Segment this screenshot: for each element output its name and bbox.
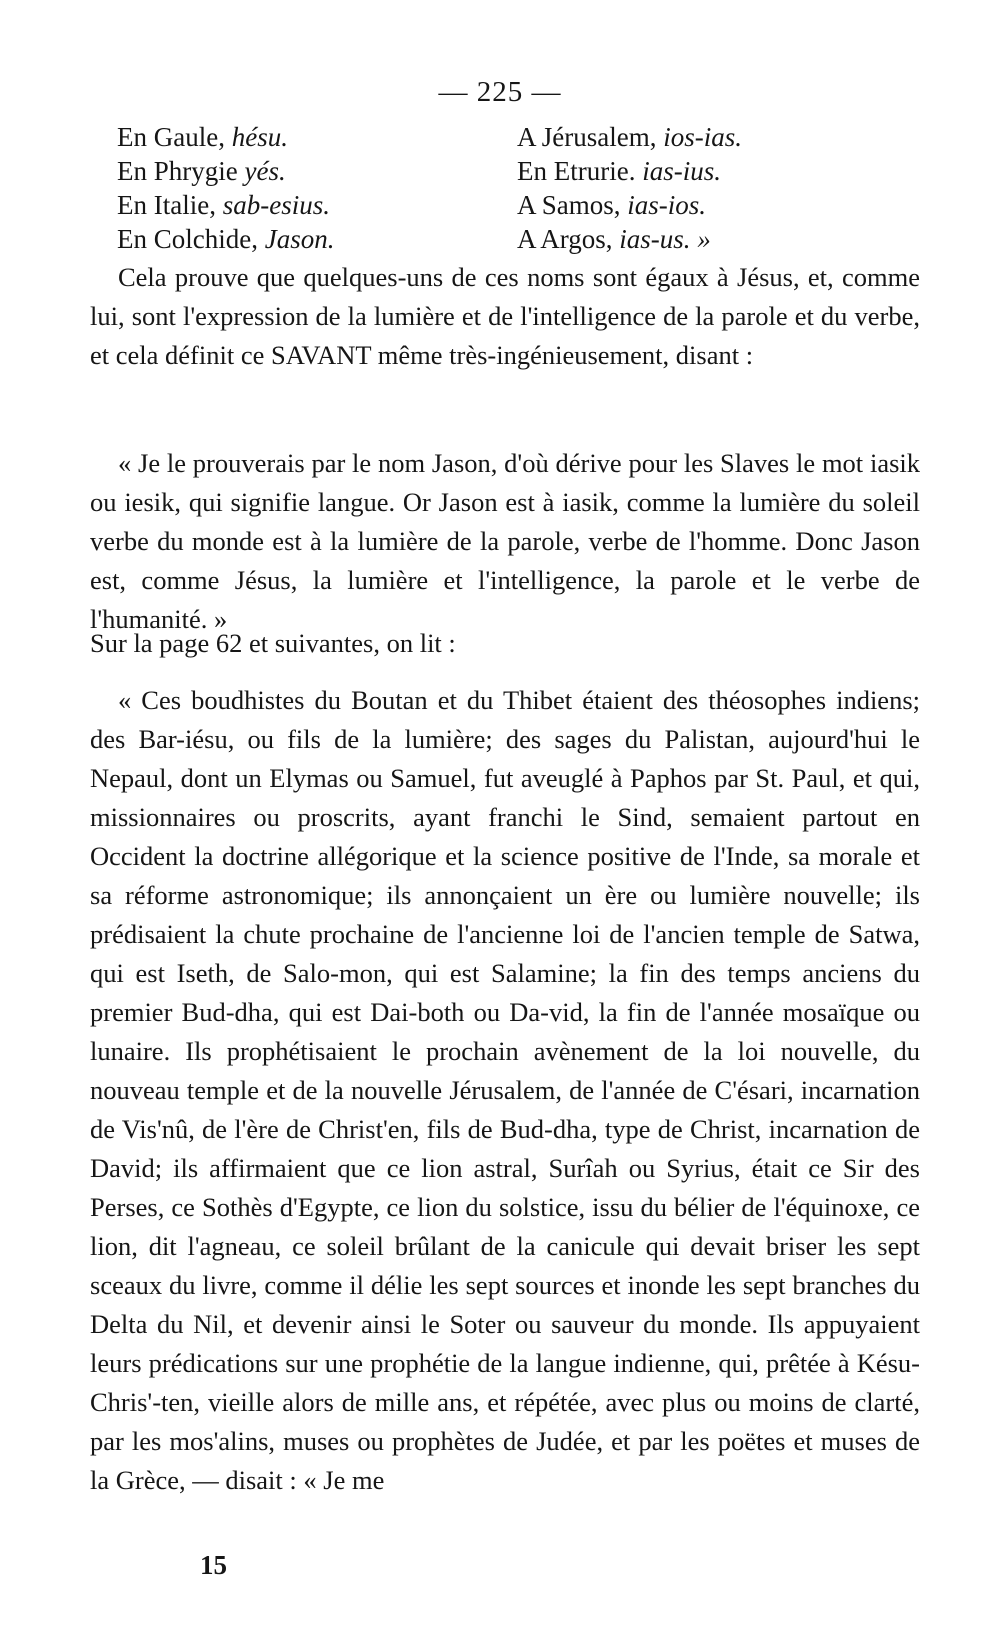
glossary-entry-left: En Gaule, hésu. <box>117 122 288 152</box>
page-number: — 225 — <box>438 76 562 108</box>
glossary-row <box>117 188 797 222</box>
paragraph-names-meaning: Cela prouve que quelques-uns de ces noms sont égaux à Jésus, et, comme lui, sont l'expression de la lumière et de l'intelligence de la parole et du verbe, et cela définit ce SAVANT même très-ingénieusement, disant : <box>90 262 920 370</box>
glossary-row <box>117 222 797 256</box>
glossary-entry-left: En Colchide, Jason. <box>117 224 335 254</box>
quote-jason: « Je le prouverais par le nom Jason, d'où dérive pour les Slaves le mot iasik ou iesik, qui signifie langue. Or Jason est à iasik, comme la lumière du soleil verbe du monde est à la lumière de la parole, verbe de l'homme. Donc Jason est, comme Jésus, la lumière et l'intelligence, la parole et le verbe de l'humanité. » <box>90 448 920 634</box>
glossary-entry-right: A Samos, ias-ios. <box>517 190 707 220</box>
glossary-entry-left: En Phrygie yés. <box>117 156 286 186</box>
name-glossary <box>117 120 797 256</box>
glossary-entry-left: En Italie, sab-esius. <box>117 190 330 220</box>
quote-boudhistes: « Ces boudhistes du Boutan et du Thibet étaient des théosophes indiens; des Bar-iésu, ou fils de la lumière; des sages du Palistan, aujourd'hui le Nepaul, dont un Elymas ou Samuel, fut aveuglé à Paphos par St. Paul, et qui, missionnaires ou proscrits, ayant franchi le Sind, semaient partout en Occident la doctrine allégorique et la science positive de l'Inde, sa morale et sa réforme astronomique; ils annonçaient un ère ou lumière nouvelle; ils prédisaient la chute prochaine de l'ancienne loi de l'ancien temple de Satwa, qui est Iseth, de Salo-mon, qui est Salamine; la fin des temps anciens du premier Bud-dha, qui est Dai-both ou Da-vid, la fin de l'année mosaïque ou lunaire. Ils prophétisaient le prochain avènement de la loi nouvelle, du nouveau temple et de la nouvelle Jérusalem, de l'année de C'ésari, incarnation de Vis'nû, de l'ère de Christ'en, fils de Bud-dha, type de Christ, incarnation de David; ils affirmaient que ce lion astral, Surîah ou Syrius, était ce Sir des Perses, ce Sothès d'Egypte, ce lion du solstice, issu du bélier de l'équinoxe, ce lion, dit l'agneau, ce soleil brûlant de la canicule qui devait briser les sept sceaux du livre, comme il délie les sept sources et inonde les sept branches du Delta du Nil, et devenir ainsi le Soter ou sauveur du monde. Ils appuyaient leurs prédications sur une prophétie de la langue indienne, qui, prêtée à Késu-Chris'-ten, vieille alors de mille ans, et répétée, avec plus ou moins de clarté, par les mos'alins, muses ou prophètes de Judée, et par les poëtes et muses de la Grèce, — disait : « Je me <box>90 685 920 1495</box>
glossary-entry-right: En Etrurie. ias-ius. <box>517 156 721 186</box>
paragraph-page-reference: Sur la page 62 et suivantes, on lit : <box>90 628 456 658</box>
signature-mark: 15 <box>200 1550 227 1580</box>
glossary-row <box>117 154 797 188</box>
glossary-entry-right: A Argos, ias-us. » <box>517 224 711 254</box>
glossary-entry-right: A Jérusalem, ios-ias. <box>517 122 742 152</box>
glossary-row <box>117 120 797 154</box>
